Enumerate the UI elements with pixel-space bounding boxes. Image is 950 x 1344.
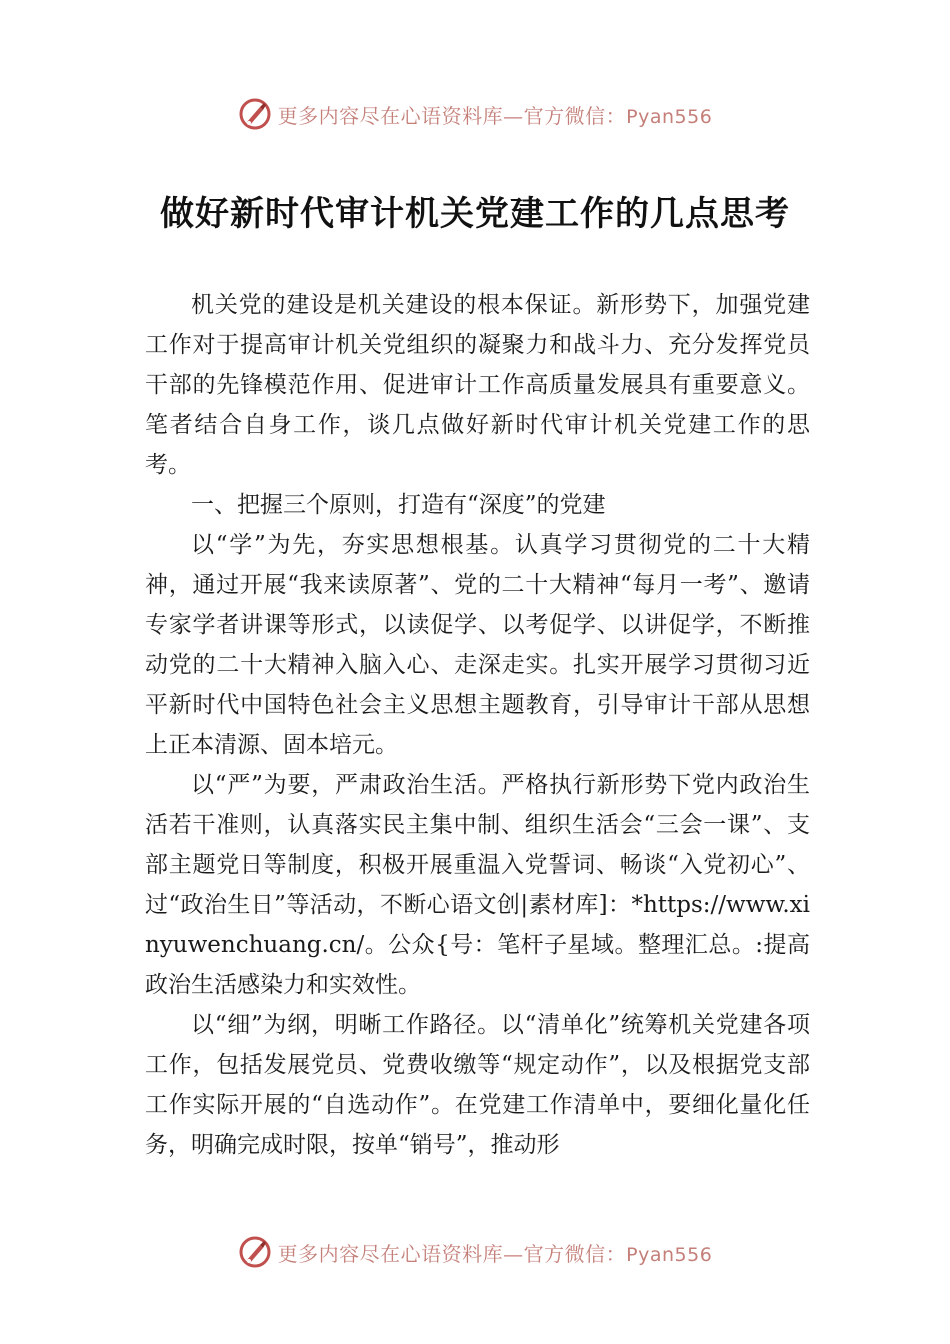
watermark-main: 更多内容尽在心语资料库—官方微信： <box>277 1241 627 1266</box>
watermark-text <box>278 100 713 129</box>
watermark-id: Pyan556 <box>626 1243 713 1266</box>
watermark-banner-top <box>0 94 950 134</box>
document-title: 做好新时代审计机关党建工作的几点思考 <box>160 194 790 234</box>
document-body <box>145 285 810 1165</box>
paragraph-strict: 以“严”为要，严肃政治生活。严格执行新形势下党内政治生活若干准则，认真落实民主集中制、组织生活会“三会一课”、支部主题党日等制度，积极开展重温入党誓词、畅谈“入党初心”、过“政治生日”等活动，不断心语文创|素材库]：*https://www.xinyuwenchuang.cn/。公众{号：笔杆子星域。整理汇总。:提高政治生活感染力和实效性。 <box>145 772 810 998</box>
paragraph-intro: 机关党的建设是机关建设的根本保证。新形势下，加强党建工作对于提高审计机关党组织的凝聚力和战斗力、充分发挥党员干部的先锋模范作用、促进审计工作高质量发展具有重要意义。笔者结合自身工作，谈几点做好新时代审计机关党建工作的思考。 <box>145 292 810 478</box>
watermark-text <box>278 1238 713 1267</box>
pen-logo-icon <box>238 97 272 131</box>
paragraph-study: 以“学”为先，夯实思想根基。认真学习贯彻党的二十大精神，通过开展“我来读原著”、党的二十大精神“每月一考”、邀请专家学者讲课等形式，以读促学、以考促学、以讲促学，不断推动党的二十大精神入脑入心、走深走实。扎实开展学习贯彻习近平新时代中国特色社会主义思想主题教育，引导审计干部从思想上正本清源、固本培元。 <box>145 532 810 758</box>
watermark-id: Pyan556 <box>626 105 713 128</box>
pen-logo-icon <box>238 1235 272 1269</box>
watermark-banner-bottom <box>0 1232 950 1272</box>
watermark-main: 更多内容尽在心语资料库—官方微信： <box>277 103 627 128</box>
section-heading-1: 一、把握三个原则，打造有“深度”的党建 <box>191 492 606 518</box>
paragraph-detail: 以“细”为纲，明晰工作路径。以“清单化”统筹机关党建各项工作，包括发展党员、党费收缴等“规定动作”，以及根据党支部工作实际开展的“自选动作”。在党建工作清单中，要细化量化任务，明确完成时限，按单“销号”，推动形 <box>145 1012 810 1158</box>
